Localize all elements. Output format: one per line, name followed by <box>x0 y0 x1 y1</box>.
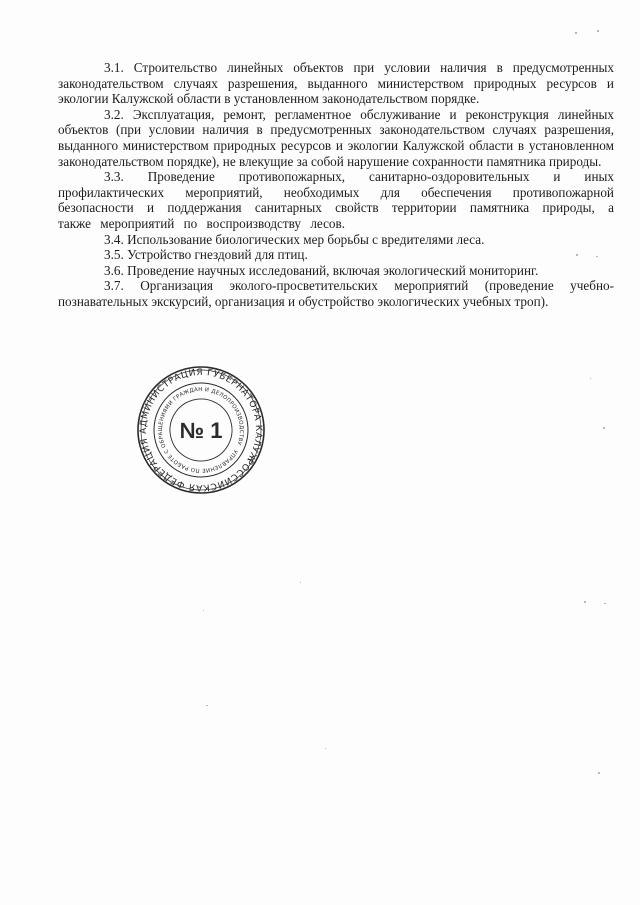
seal-number: № 1 <box>179 418 223 443</box>
paragraph-3-2: 3.2. Эксплуатация, ремонт, регламентное обслуживание и реконструкция линейных объектов (при условии наличия в предусмотренных законодательством случаях разрешения, выданного министерством природных ресурсов и экологии Калужской области в установленном законодательством порядке), не влекущие за собой нарушение сохранности памятника природы. <box>58 106 614 169</box>
paragraph-3-6: 3.6. Проведение научных исследований, включая экологический мониторинг. <box>104 262 539 278</box>
scan-speck <box>576 254 578 256</box>
paragraph-3-3: 3.3. Проведение противопожарных, санитарно-оздоровительных и иных профилактических мероприятий, необходимых для обеспечения противопожарной безопасности и поддержания санитарных свойств территории памятника природы, а также мероприятий по воспроизводству лесов. <box>58 169 614 231</box>
scan-speck <box>590 378 591 379</box>
scan-speck <box>325 748 326 749</box>
scan-speck <box>300 582 301 583</box>
scan-speck <box>584 601 586 603</box>
paragraph-3-5: 3.5. Устройство гнездовий для птиц. <box>104 247 308 263</box>
scan-speck <box>603 427 605 429</box>
scan-speck <box>596 256 598 257</box>
seal-outer-text: РОССИЙСКАЯ ФЕДЕРАЦИЯ АДМИНИСТРАЦИЯ ГУБЕРНАТОРА КАЛУЖСКОЙ <box>138 367 264 493</box>
seal-inner-text: УПРАВЛЕНИЕ ПО РАБОТЕ С ОБРАЩЕНИЯМИ ГРАЖДАН И ДЕЛОПРОИЗВОДСТВУ <box>157 386 245 474</box>
scan-speck <box>604 603 606 604</box>
document-body <box>58 60 614 310</box>
paragraph-3-7: 3.7. Организация эколого-просветительских мероприятий (проведение учебно-познавательных экскурсий, организация и обустройство экологических учебных троп). <box>58 278 614 309</box>
scan-speck <box>203 610 204 611</box>
office-seal-stamp <box>136 365 266 495</box>
paragraph-3-1: 3.1. Строительство линейных объектов при условии наличия в предусмотренных законодательством случаях разрешения, выданного министерством природных ресурсов и экологии Калужской области в установленном законодательством порядке. <box>58 60 614 107</box>
paragraph-3-4: 3.4. Использование биологических мер борьбы с вредителями леса. <box>104 231 485 247</box>
scan-speck <box>597 30 599 32</box>
scan-speck <box>598 772 600 774</box>
scan-speck <box>206 705 208 706</box>
scan-speck <box>575 32 577 34</box>
